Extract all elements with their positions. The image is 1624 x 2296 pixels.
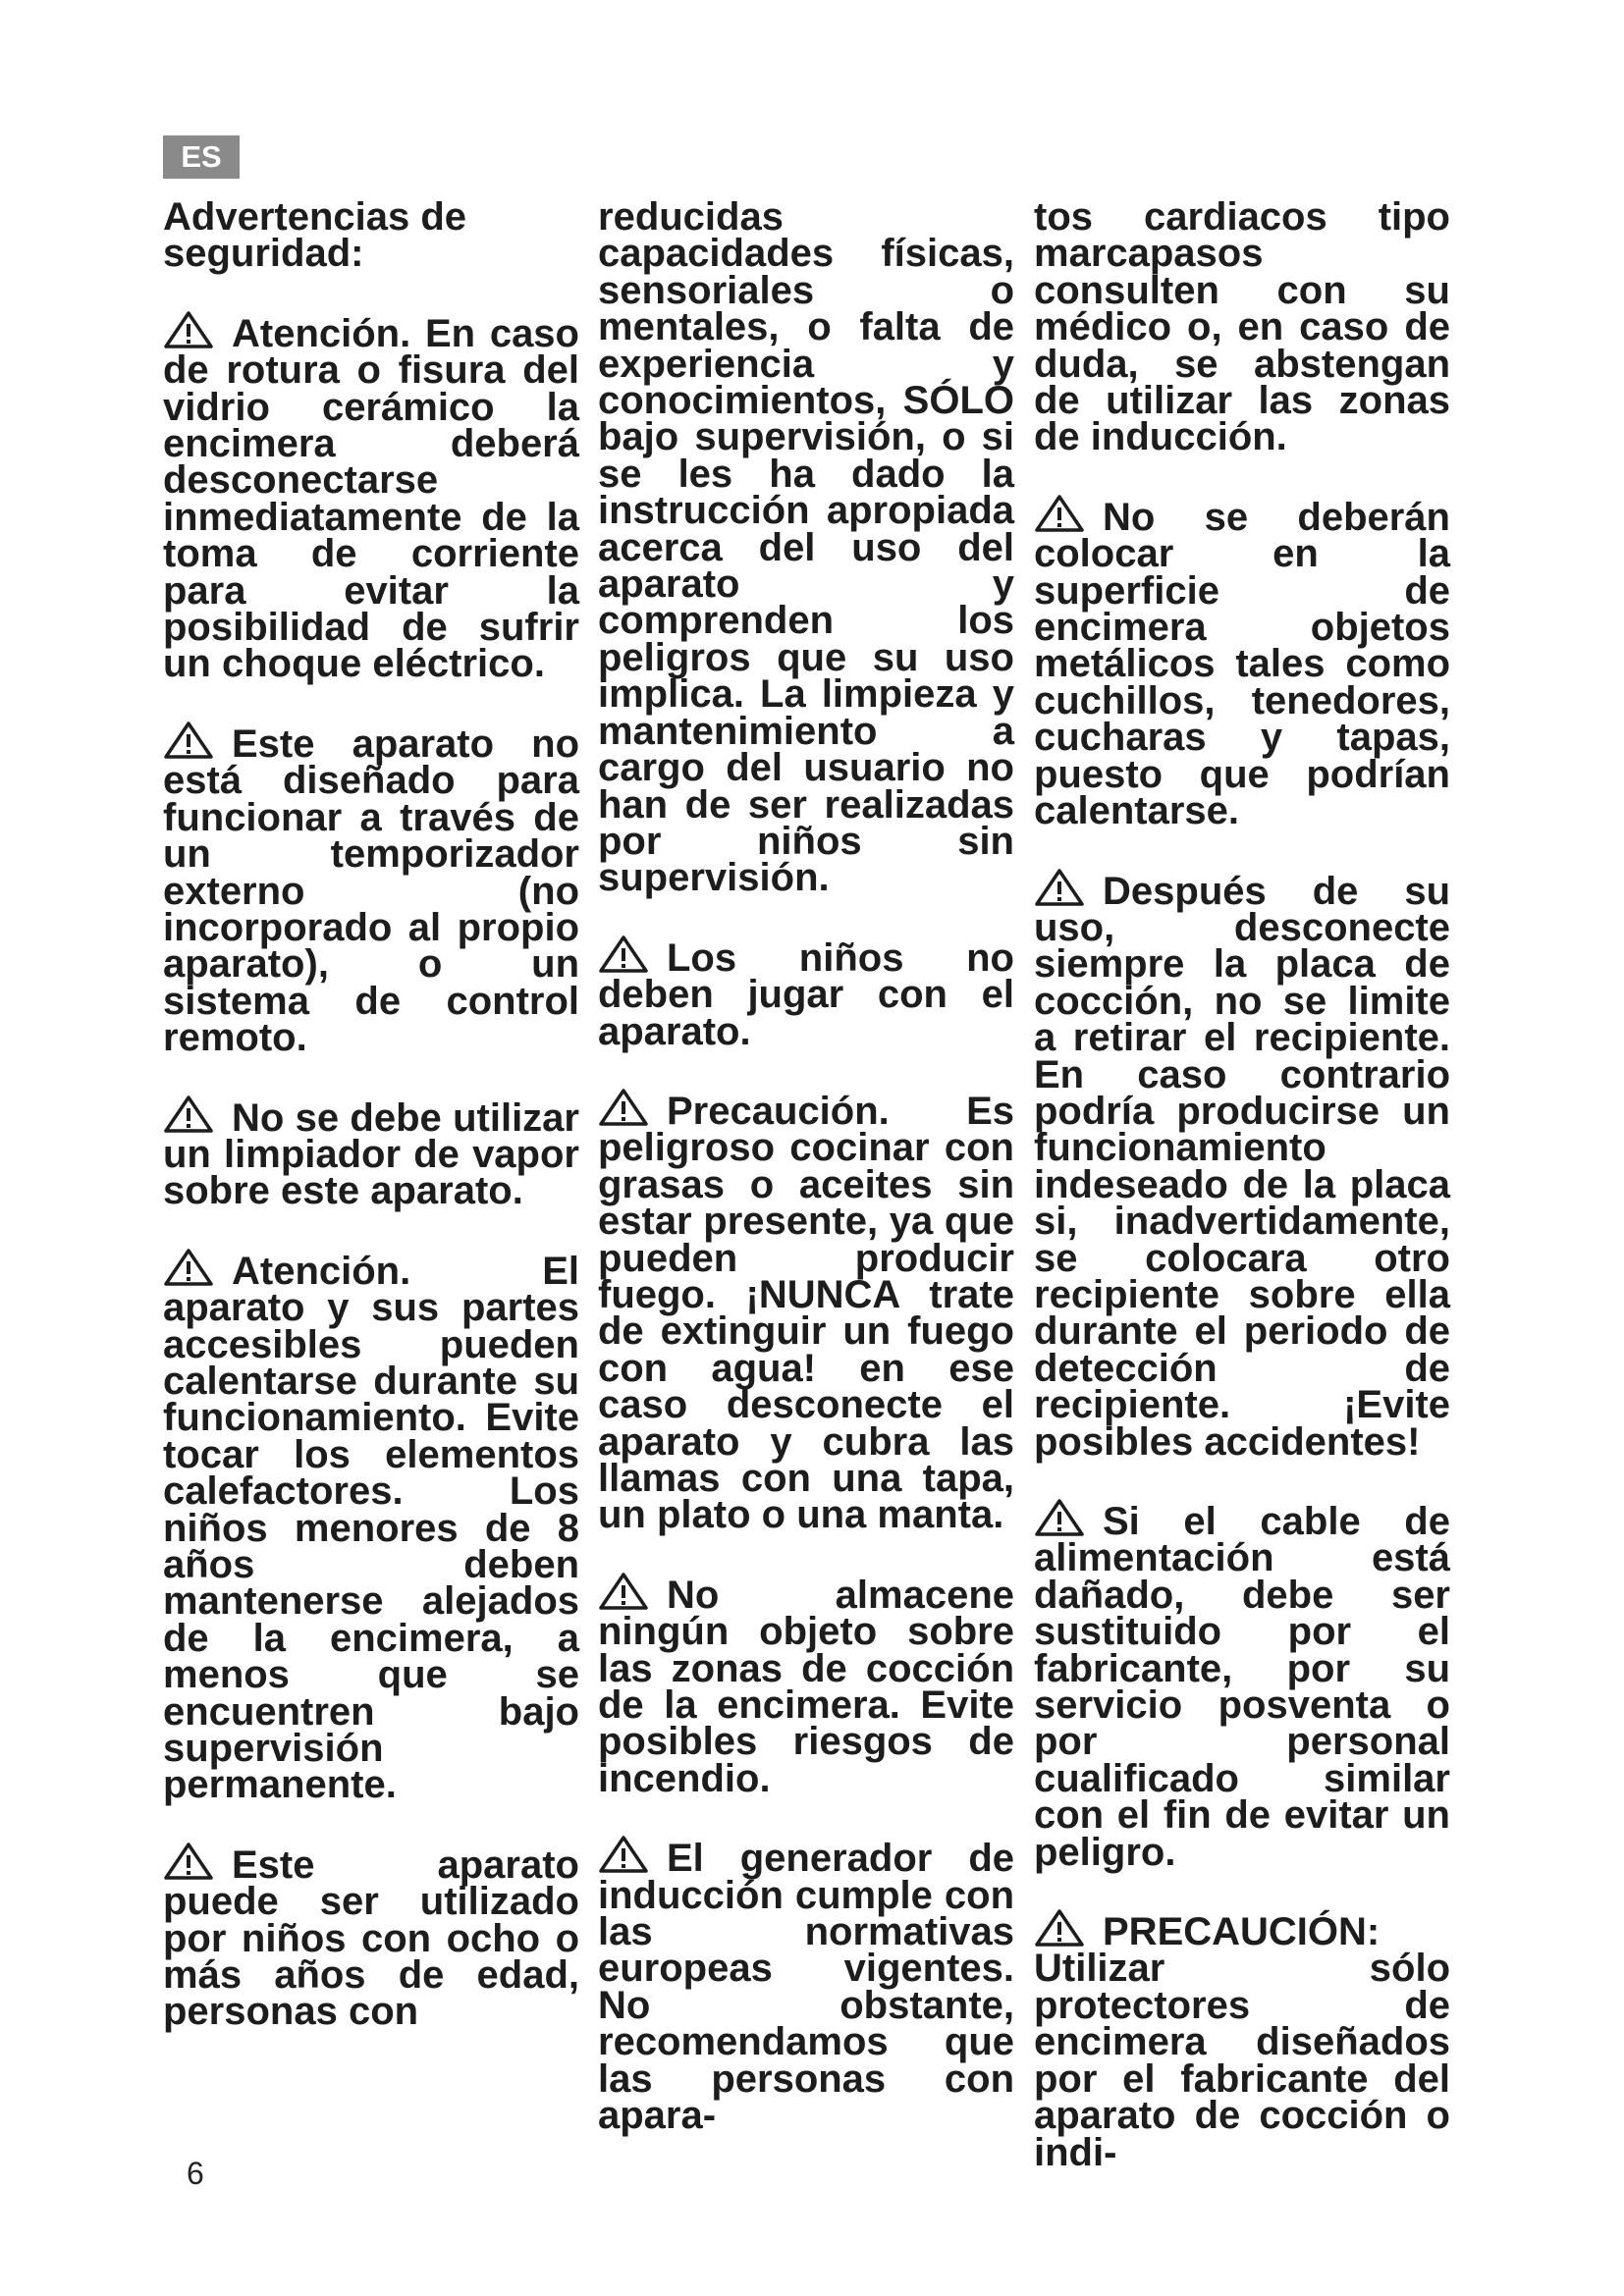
warning-triangle-icon	[598, 1572, 649, 1611]
warning-paragraph	[1034, 868, 1450, 1462]
warning-paragraph	[1034, 1908, 1450, 2174]
warning-triangle-icon	[163, 1842, 214, 1881]
warning-text: Atención. El aparato y sus partes accesibles pueden calentarse durante su funcionamiento. Evite tocar los elementos calefactores. Los niños menores de 8 años deben mantenerse alejados de la encimera, a menos que se encuentren bajo supervisión permanente.	[163, 1249, 579, 1807]
warning-text: Este aparato no está diseñado para funcionar a través de un temporizador externo (no incorporado al propio aparato), o un sistema de control remoto.	[163, 721, 579, 1060]
warning-triangle-icon	[598, 934, 649, 974]
warning-triangle-icon	[163, 1248, 214, 1287]
warning-text: Este aparato puede ser utilizado por niños con ocho o más años de edad, personas con	[163, 1842, 579, 2034]
column-3	[1034, 195, 1450, 2174]
warning-paragraph	[598, 1088, 1014, 1537]
warning-paragraph	[598, 1835, 1014, 2138]
warning-triangle-icon	[163, 1095, 214, 1134]
warning-text: PRECAUCIÓN: Utilizar sólo protectores de encimera diseñados por el fabricante del aparato de cocción o indi-	[1034, 1910, 1450, 2174]
warning-paragraph	[1034, 494, 1450, 833]
warning-paragraph	[1034, 1498, 1450, 1874]
warning-text: Precaución. Es peligroso cocinar con grasas o aceites sin estar presente, ya que pueden producir fuego. ¡NUNCA trate de extinguir un fuego con agua! en ese caso desconecte el aparato y cubra las llamas con una tapa, un plato o una manta.	[598, 1089, 1014, 1537]
warning-text: No almacene ningún objeto sobre las zonas de cocción de la encimera. Evite posibles riesgos de incendio.	[598, 1573, 1014, 1800]
warning-text: No se deberán colocar en la superficie de encimera objetos metálicos tales como cuchillos, tenedores, cucharas y tapas, puesto que podrían calentarse.	[1034, 495, 1450, 833]
column-1	[163, 195, 579, 2034]
warning-triangle-icon	[163, 310, 214, 349]
language-tag: ES	[163, 135, 240, 179]
warning-paragraph	[163, 1248, 579, 1807]
warning-triangle-icon	[598, 1088, 649, 1127]
warning-paragraph	[163, 1095, 579, 1213]
warning-text: Después de su uso, desconecte siempre la placa de cocción, no se limite a retirar el recipiente. En caso contrario podría producirse un funcionamiento indeseado de la placa si, inadvertidamente, se colocara otro recipiente sobre ella durante el periodo de detección de recipiente. ¡Evite posibles accidentes!	[1034, 869, 1450, 1464]
warning-triangle-icon	[163, 721, 214, 760]
warning-triangle-icon	[1034, 1498, 1085, 1537]
warning-paragraph	[598, 934, 1014, 1053]
warning-text: Si el cable de alimentación está dañado, debe ser sustituido por el fabricante, por su servicio posventa o por personal cualificado similar con el fin de evitar un peligro.	[1034, 1500, 1450, 1874]
section-heading: Advertencias de seguridad:	[163, 195, 467, 276]
warning-triangle-icon	[1034, 1908, 1085, 1948]
warning-text: El generador de inducción cumple con las normativas europeas vigentes. No obstante, recomendamos que las personas con apara-	[598, 1837, 1014, 2138]
warning-paragraph	[598, 1572, 1014, 1800]
column-2	[598, 195, 1014, 2138]
warning-paragraph	[163, 721, 579, 1060]
continued-paragraph: tos cardiacos tipo marcapasos consulten con su médico o, en caso de duda, se abstengan de utilizar las zonas de inducción.	[1034, 195, 1450, 459]
warning-triangle-icon	[598, 1835, 649, 1874]
continued-paragraph: reducidas capacidades físicas, sensoriales o mentales, o falta de experiencia y conocimientos, SÓLO bajo supervisión, o si se les ha dado la instrucción apropiada acerca del uso del aparato y comprenden los peligros que su uso implica. La limpieza y mantenimiento a cargo del usuario no han de ser realizadas por niños sin supervisión.	[598, 195, 1014, 900]
warning-text: Atención. En caso de rotura o fisura del vidrio cerámico la encimera deberá desconectarse inmediatamente de la toma de corriente para evitar la posibilidad de sufrir un choque eléctrico.	[163, 311, 579, 686]
warning-text: No se debe utilizar un limpiador de vapor sobre este aparato.	[163, 1095, 579, 1213]
page-number: 6	[187, 2156, 204, 2191]
warning-paragraph	[163, 310, 579, 686]
warning-paragraph	[163, 1842, 579, 2034]
warning-triangle-icon	[1034, 868, 1085, 907]
warning-triangle-icon	[1034, 494, 1085, 533]
warning-text: Los niños no deben jugar con el aparato.	[598, 935, 1014, 1053]
